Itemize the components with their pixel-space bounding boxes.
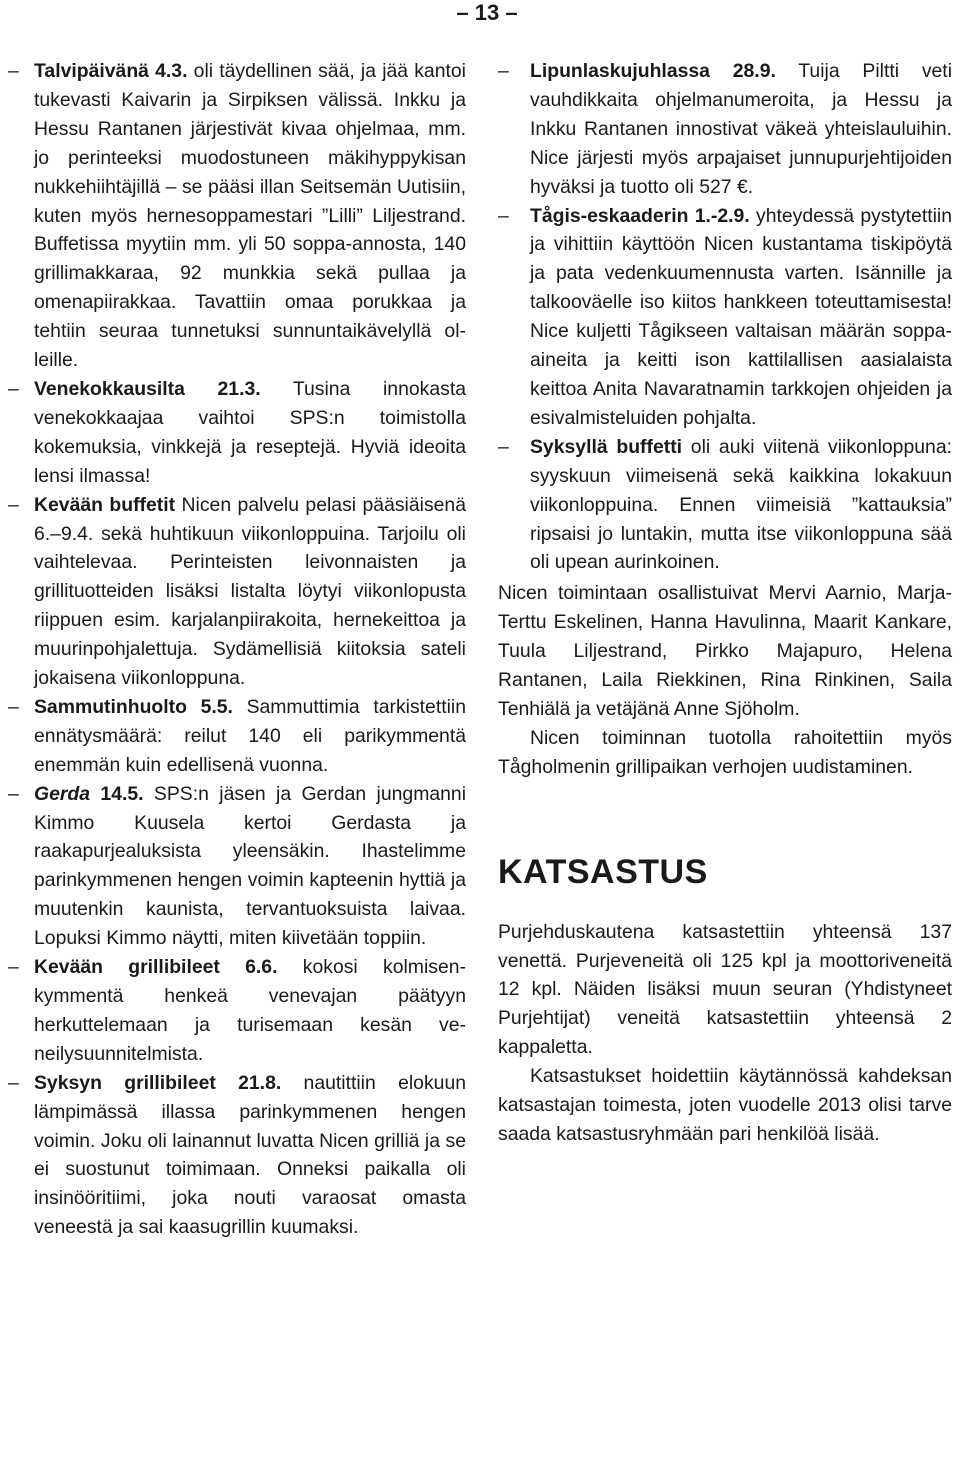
section-heading: KATSASTUS (498, 852, 708, 891)
dash-bullet: – (8, 377, 19, 400)
item-title: Venekokkausilta 21.3. (34, 377, 261, 400)
list-item (8, 57, 466, 375)
list-item (8, 780, 466, 953)
dash-bullet: – (498, 204, 509, 227)
item-text: Tuija Piltti veti vauhdikkaita ohjelmanumeroita, ja Hessu ja Inkku Rantanen innostivat väkeä yhteislauluihin. Nice järjesti myös arpajaiset junnupurjehtijoiden hyväksi ja tuotto oli 527 €. (530, 60, 952, 198)
right-column (498, 57, 952, 1149)
item-title: Lipunlaskujuhlassa 28.9. (530, 60, 776, 82)
list-item (498, 202, 952, 433)
item-text: Sammuttimia tarkistettiin ennätysmäärä: reilut 140 eli parikymmentä enemmän kuin edellisenä vuonna. (34, 695, 466, 776)
list-item (8, 375, 466, 491)
item-title: Syksyllä buffetti (530, 435, 683, 458)
list-item (8, 491, 466, 693)
item-title-italic: Gerda (34, 782, 91, 805)
list-item (498, 433, 952, 578)
list-item (498, 57, 952, 202)
item-title: Talvipäivänä 4.3. (34, 60, 188, 82)
item-title: Kevään grillibileet 6.6. (34, 956, 278, 979)
dash-bullet: – (8, 1071, 19, 1094)
list-item (8, 953, 466, 1069)
dash-bullet: – (8, 695, 19, 718)
dash-bullet: – (498, 60, 509, 82)
dash-bullet: – (498, 435, 509, 458)
list-item (8, 693, 466, 780)
item-text: SPS:n jäsen ja Gerdan jungmanni Kimmo Kuusela kertoi Gerdasta ja raakapurjealuksista yleensäkin. Ihastelimme parinkymmenen hengen voimin kapteenin hyttiä ja muutenkin kaunista, tervantuoksuista laivaa. Lopuksi Kimmo näytti, miten kiivetään toppiin. (34, 782, 467, 950)
item-text: yhteydessä pystytettiin ja vihittiin käyttöön Nicen kustantama tiskipöytä ja pata vedenkuumennusta varten. Isännille ja talkooväelle iso kiitos hankkeen toteuttamisesta! Nice kuljetti Tågikseen valtaisan määrän soppa-aineita ja keitti ison kattilallisen aasialaista keittoa Anita Navaratnamin tarkkojen ohjeiden ja esivalmisteluiden pohjalta. (530, 204, 952, 429)
dash-bullet: – (8, 60, 19, 82)
left-column (8, 57, 466, 1242)
item-text: oli auki viitenä viikonloppuna: syyskuun viimeisenä sekä kaikkina lokakuun viikonloppuina. Ennen viimeisiä ”kattauksia” ripsaisi jo luntakin, mutta itse viikonloppuna sää oli upean aurinkoinen. (530, 435, 952, 574)
dash-bullet: – (8, 956, 19, 979)
paragraph-participants: Nicen toimintaan osallistuivat Mervi Aarnio, Marja-Terttu Eskelinen, Hanna Havulinna, Maarit Kankare, Tuula Liljestrand, Pirkko Majapuro, Helena Rantanen, Laila Riekkinen, Rina Rinkinen, Saila Tenhiälä ja vetäjänä Anne Sjöholm. (498, 582, 952, 720)
item-text: Nicen palvelu pelasi pääsiäisenä 6.–9.4. sekä huhtikuun viikonloppuina. Tarjoilu oli vaihtelevaa. Perinteisten leivonnaisten ja grillituotteiden lisäksi listalta löytyi viikonlopusta riippuen esim. karjalanpiirakoita, hernekeittoa ja muurinpohjalettuja. Sydämellisiä kiitoksia sateli jokaisena viikonloppuna. (34, 493, 467, 690)
item-title: Kevään buffetit (34, 493, 176, 516)
item-text: kokosi kolmisenkymmentä henkeä venevajan päätyyn herkuttelemaan ja turisemaan kesän veneilysuunnitelmista. (34, 956, 466, 1065)
paragraph-katsastus-1: Purjehduskautena katsastettiin yhteensä 137 venettä. Purjeveneitä oli 125 kpl ja moottoriveneitä 12 kpl. Näiden lisäksi muun seuran (Yhdistyneet Purjehtijat) veneitä katsastettiin yhteensä 2 kappaletta. (498, 920, 952, 1059)
dash-bullet: – (8, 782, 19, 805)
paragraph-katsastus-2: Katsastukset hoidettiin käytännössä kahdeksan katsastajan toimesta, joten vuodelle 2013 olisi tarve saada katsastusryhmään pari henkilöä lisää. (498, 1065, 952, 1145)
item-title-date: 14.5. (90, 782, 144, 805)
page-number: – 13 – (456, 0, 518, 25)
paragraph-funding: Nicen toiminnan tuotolla rahoitettiin myös Tågholmenin grillipaikan verhojen uudistaminen. (498, 726, 952, 778)
item-title: Sammutinhuolto 5.5. (34, 695, 233, 718)
item-text: nautittiin elokuun lämpimässä illassa parinkymmenen hengen voimin. Joku oli lainannut luvatta Nicen grilliä ja se ei suostunut toimimaan. Onneksi paikalla oli insinööritiimi, joka nouti varaosat omasta veneestä ja sai kaasugrillin kuumaksi. (34, 1071, 467, 1239)
item-title (34, 783, 144, 805)
item-title: Syksyn grillibileet 21.8. (34, 1071, 282, 1094)
list-item (8, 1069, 466, 1242)
dash-bullet: – (8, 493, 19, 516)
item-text: Tusina innokasta venekokkaajaa vaihtoi SPS:n toimistolla kokemuksia, vinkkejä ja reseptejä. Hyviä ideoita lensi ilmassa! (34, 377, 466, 487)
item-text: oli täydellinen sää, ja jää kantoi tukevasti Kaivarin ja Sirpiksen välissä. Inkku ja Hessu Rantanen järjestivät kivaa ohjelmaa, mm. jo perinteeksi muodostuneen mäkihyppykisan nukkehiihtäjillä – se pääsi illan Seitsemän Uutisiin, kuten myös hernesoppamestari ”Lilli” Liljestrand. Buffetissa myytiin mm. yli 50 soppa-annosta, 140 grillimakkaraa, 92 munkkia sekä pullaa ja omenapiirakkaa. Tavattiin omaa porukkaa ja tehtiin seuraa tunnetuksi sunnuntaikävelyllä olleille. (34, 60, 466, 372)
item-title: Tågis-eskaaderin 1.-2.9. (530, 204, 750, 227)
